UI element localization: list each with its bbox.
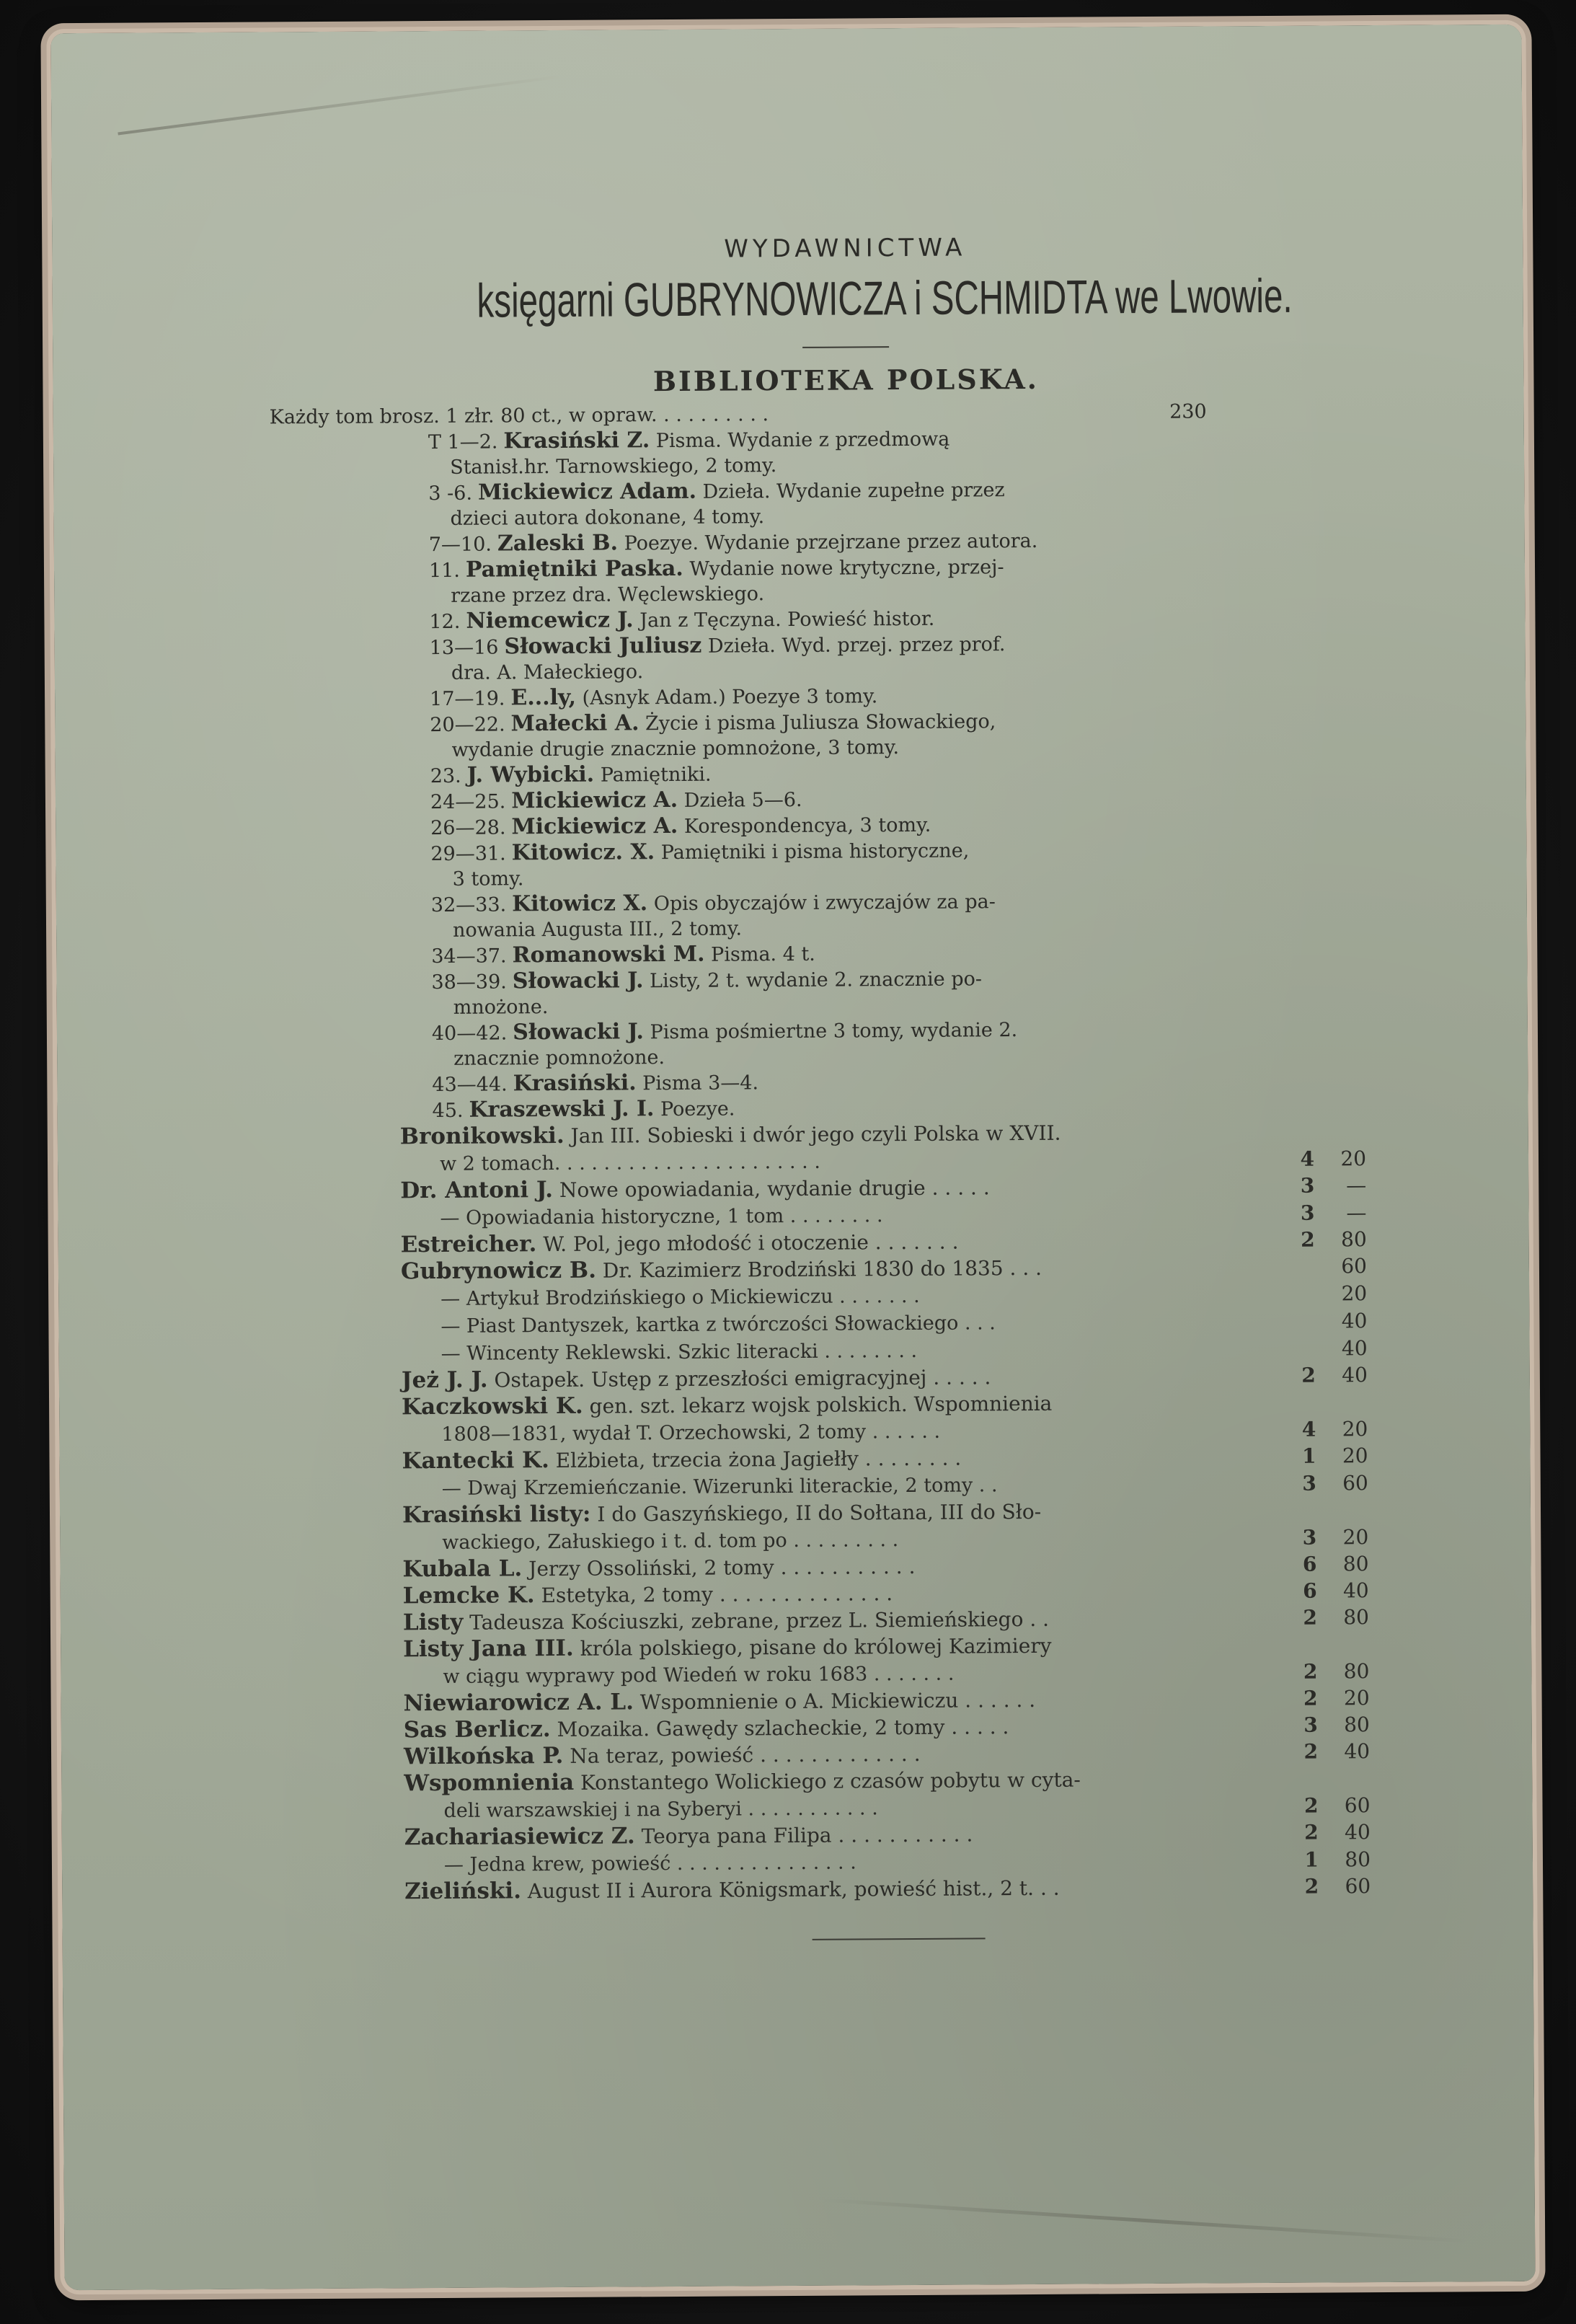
book-author: Kantecki K. <box>402 1447 549 1475</box>
volume-text: Poezye. <box>660 1097 735 1121</box>
book-title: Konstantego Wolickiego z czasów pobytu w cyta- <box>580 1767 1081 1795</box>
bottom-divider <box>813 1938 986 1940</box>
book-title: — Dwaj Krzemieńczanie. Wizerunki literackie, 2 tomy . . <box>441 1474 998 1500</box>
price-cents: 40 <box>1344 1739 1371 1764</box>
price-cents: 80 <box>1345 1847 1371 1872</box>
volume-continuation: rzane przez dra. Węclewskiego. <box>451 583 765 607</box>
price-zloty: 3 <box>1300 1173 1315 1198</box>
volume-item <box>428 475 1221 531</box>
book-list <box>400 1118 1371 1905</box>
volume-number: 34—37. <box>431 945 507 968</box>
price-zloty: 3 <box>1300 1201 1315 1225</box>
volume-text: Pisma 3—4. <box>642 1072 759 1095</box>
book-title: Jan III. Sobieski i dwór jego czyli Polska w XVII. <box>570 1121 1061 1148</box>
book-author: Lemcke K. <box>402 1582 535 1609</box>
volume-continuation: 3 tomy. <box>452 867 524 891</box>
book-title: 1808—1831, wydał T. Orzechowski, 2 tomy . . . . . . <box>441 1420 941 1446</box>
book-title: Elżbieta, trzecia żona Jagiełły . . . . . . . . <box>555 1446 962 1473</box>
volume-author: Krasiński. <box>513 1070 637 1097</box>
book-author: Wilkońska P. <box>403 1742 564 1770</box>
volume-continuation: znacznie pomnożone. <box>453 1046 665 1070</box>
book-author: Wspomnienia <box>404 1769 575 1797</box>
book-author: Niewiarowicz A. L. <box>403 1689 634 1717</box>
volume-number: 7—10. <box>428 533 492 557</box>
volume-author: Mickiewicz Adam. <box>477 478 697 505</box>
book-title: Estetyka, 2 tomy . . . . . . . . . . . . . . <box>541 1581 893 1608</box>
book-title: Ostapek. Ustęp z przeszłości emigracyjnej . . . . . <box>494 1365 991 1392</box>
book-author: Dr. Antoni J. <box>400 1177 554 1204</box>
volume-item <box>428 424 1221 480</box>
volume-number: 24—25. <box>430 790 506 814</box>
book-author: Zachariasiewicz Z. <box>404 1823 635 1851</box>
volume-author: Krasiński Z. <box>503 428 650 454</box>
book-author: Zieliński. <box>404 1878 522 1905</box>
volume-author: Niemcewicz J. <box>466 607 634 634</box>
book-author: Kubala L. <box>402 1555 523 1583</box>
volume-text: Pamiętniki. <box>600 763 712 787</box>
volume-number: 40—42. <box>431 1022 508 1046</box>
price-cents: — <box>1346 1201 1367 1225</box>
book-title: wackiego, Załuskiego i t. d. tom po . . . . . . . . . <box>442 1529 899 1554</box>
price-zloty: 6 <box>1302 1552 1317 1576</box>
paper-tear-bottom <box>822 2198 1469 2243</box>
price-zloty: 2 <box>1304 1874 1319 1899</box>
price-zloty: 2 <box>1301 1363 1316 1387</box>
volume-text: Wydanie nowe krytyczne, przej- <box>689 556 1004 580</box>
series-price-text: Każdy tom brosz. 1 złr. 80 ct., w opraw. . . . . . . . . . <box>269 403 769 429</box>
price-zloty: 1 <box>1304 1847 1319 1872</box>
volume-author: E...ly, <box>510 684 577 711</box>
volume-number: 11. <box>428 559 461 583</box>
title-divider <box>802 346 889 348</box>
book-title: — Opowiadania historyczne, 1 tom . . . . . . . . <box>440 1204 883 1229</box>
price-cents: 20 <box>1342 1417 1368 1441</box>
volume-continuation: dra. A. Małeckiego. <box>451 660 644 684</box>
book-author: Estreicher. <box>400 1231 537 1258</box>
price-zloty: 4 <box>1301 1417 1316 1441</box>
volume-text: Pisma. Wydanie z przedmową <box>655 428 950 453</box>
volume-number: 3 -6. <box>428 482 473 505</box>
price-zloty: 2 <box>1304 1820 1319 1844</box>
volume-number: 23. <box>430 764 461 788</box>
paper-tear-top <box>118 75 561 135</box>
series-title: BIBLIOTEKA POLSKA. <box>652 362 1040 398</box>
price-cents: 20 <box>1340 1146 1367 1171</box>
volume-text: Pisma pośmiertne 3 tomy, wydanie 2. <box>650 1019 1018 1044</box>
publisher-title: księgarni GUBRYNOWICZA i SCHMIDTA we Lwowie. <box>477 268 1293 327</box>
book-entry <box>404 1873 1371 1905</box>
volume-continuation: Stanisł.hr. Tarnowskiego, 2 tomy. <box>450 454 777 479</box>
volume-text: Dzieła. Wyd. przej. przez prof. <box>707 633 1006 658</box>
book-title: — Artykuł Brodzińskiego o Mickiewiczu . . . . . . . <box>441 1284 920 1310</box>
price-zloty: 2 <box>1303 1605 1318 1630</box>
price-zloty: 3 <box>1302 1525 1317 1550</box>
volume-author: J. Wybicki. <box>466 761 595 788</box>
volume-number: T 1—2. <box>428 430 498 454</box>
book-title: króla polskiego, pisane do królowej Kazimiery <box>580 1633 1052 1661</box>
price-cents: 80 <box>1343 1659 1370 1684</box>
book-author: Listy Jana III. <box>403 1635 574 1663</box>
volume-continuation: nowania Augusta III., 2 tomy. <box>452 917 743 942</box>
book-title: Mozaika. Gawędy szlacheckie, 2 tomy . . . . . <box>557 1715 1009 1742</box>
volume-text: Poezye. Wydanie przejrzane przez autora. <box>624 529 1038 555</box>
volume-number: 17—19. <box>430 687 505 711</box>
book-title: Wspomnienie o A. Mickiewiczu . . . . . . <box>639 1687 1036 1715</box>
price-zloty: 2 <box>1303 1659 1318 1684</box>
catalog-text <box>269 231 1371 1943</box>
price-zloty: 3 <box>1302 1471 1316 1495</box>
price-cents: 80 <box>1343 1605 1370 1630</box>
publications-label: WYDAWNICTWA <box>724 233 967 264</box>
price-zloty: 2 <box>1303 1793 1319 1818</box>
series-price-value: 230 <box>1169 400 1207 423</box>
price-cents: 20 <box>1341 1281 1368 1306</box>
price-zloty: 1 <box>1301 1444 1316 1468</box>
book-title: August II i Aurora Königsmark, powieść hist., 2 t. . . <box>527 1875 1060 1904</box>
volume-list <box>428 424 1226 1123</box>
book-author: Kaczkowski K. <box>401 1392 583 1421</box>
volume-text: (Asnyk Adam.) Poezye 3 tomy. <box>582 685 878 710</box>
price-zloty: 2 <box>1303 1686 1318 1710</box>
book-title: deli warszawskiej i na Syberyi . . . . . . . . . . . <box>443 1797 878 1822</box>
price-zloty: 4 <box>1300 1146 1315 1171</box>
price-cents: 60 <box>1341 1254 1368 1278</box>
price-cents: 20 <box>1343 1686 1370 1710</box>
book-author: Krasiński listy: <box>402 1501 591 1529</box>
price-cents: 60 <box>1344 1793 1371 1818</box>
volume-text: Dzieła 5—6. <box>683 788 802 812</box>
price-cents: 40 <box>1342 1363 1368 1387</box>
price-cents: — <box>1346 1173 1367 1198</box>
volume-author: Kitowicz X. <box>512 891 648 917</box>
volume-text: Opis obyczajów i zwyczajów za pa- <box>653 891 996 916</box>
volume-number: 32—33. <box>430 893 507 917</box>
price-cents: 40 <box>1342 1578 1369 1603</box>
volume-continuation: dzieci autora dokonane, 4 tomy. <box>450 505 765 530</box>
volume-author: Zaleski B. <box>497 530 619 557</box>
volume-number: 20—22. <box>430 713 505 737</box>
volume-item <box>429 552 1222 609</box>
price-cents: 80 <box>1340 1227 1367 1252</box>
price-cents: 20 <box>1342 1444 1368 1468</box>
book-title: Dr. Kazimierz Brodziński 1830 do 1835 . . . <box>602 1255 1042 1283</box>
volume-text: Życie i pisma Juliusza Słowackiego, <box>645 710 996 735</box>
volume-text: Jan z Tęczyna. Powieść histor. <box>639 607 935 632</box>
volume-number: 43—44. <box>432 1073 508 1097</box>
volume-number: 13—16 <box>429 636 499 660</box>
book-author: Sas Berlicz. <box>403 1716 551 1744</box>
book-title: — Piast Dantyszek, kartka z twórczości Słowackiego . . . <box>441 1312 996 1338</box>
volume-item <box>431 887 1224 943</box>
book-title: w 2 tomach. . . . . . . . . . . . . . . . . . . . . . <box>439 1150 820 1175</box>
volume-number: 12. <box>429 610 461 634</box>
book-title: Jerzy Ossoliński, 2 tomy . . . . . . . . . . . <box>528 1554 916 1581</box>
volume-author: Pamiętniki Paska. <box>465 555 683 583</box>
price-zloty: 6 <box>1303 1578 1317 1603</box>
book-title: Tadeusza Kościuszki, zebrane, przez L. Siemieńskiego . . <box>469 1607 1050 1635</box>
book-title: — Wincenty Reklewski. Szkic literacki . . . . . . . . <box>441 1339 918 1365</box>
price-cents: 60 <box>1345 1874 1371 1899</box>
volume-number: 26—28. <box>430 816 506 840</box>
volume-continuation: wydanie drugie znacznie pomnożone, 3 tomy. <box>451 736 900 761</box>
book-title: — Jedna krew, powieść . . . . . . . . . . . . . . . <box>443 1851 856 1876</box>
volume-item <box>432 1015 1225 1072</box>
book-title: gen. szt. lekarz wojsk polskich. Wspomnienia <box>589 1391 1053 1418</box>
book-title-line <box>404 1873 1290 1906</box>
volume-author: Kraszewski J. I. <box>469 1096 655 1123</box>
volume-text: Listy, 2 t. wydanie 2. znacznie po- <box>649 968 983 993</box>
volume-continuation: mnożone. <box>453 996 549 1019</box>
book-title: Teorya pana Filipa . . . . . . . . . . . <box>641 1822 973 1849</box>
book-title: Nowe opowiadania, wydanie drugie . . . . . <box>559 1175 990 1202</box>
price-cents: 40 <box>1341 1309 1368 1333</box>
volume-item <box>430 707 1223 763</box>
volume-item <box>431 964 1224 1020</box>
book-title: w ciągu wyprawy pod Wiedeń w roku 1683 . . . . . . . <box>443 1662 955 1688</box>
price-cents: 20 <box>1342 1525 1369 1550</box>
volume-author: Słowacki Juliusz <box>504 632 702 660</box>
book-author: Listy <box>402 1609 464 1636</box>
volume-number: 29—31. <box>430 842 506 866</box>
volume-number: 45. <box>432 1099 464 1123</box>
price-zloty: 2 <box>1303 1739 1319 1764</box>
volume-text: Korespondencya, 3 tomy. <box>683 813 931 838</box>
volume-item <box>430 629 1223 686</box>
price-cents: 80 <box>1344 1713 1370 1737</box>
volume-number: 38—39. <box>431 971 507 994</box>
volume-author: Małecki A. <box>510 710 639 737</box>
volume-author: Kitowicz. X. <box>511 839 655 866</box>
volume-author: Mickiewicz A. <box>511 813 678 840</box>
volume-text: Pisma. 4 t. <box>711 942 815 966</box>
price-zloty: 3 <box>1303 1713 1318 1737</box>
book-title: Na teraz, powieść . . . . . . . . . . . . . <box>570 1741 921 1768</box>
volume-author: Mickiewicz A. <box>511 787 678 814</box>
volume-author: Romanowski M. <box>512 941 705 968</box>
volume-text: Dzieła. Wydanie zupełne przez <box>702 479 1005 503</box>
book-author: Gubrynowicz B. <box>400 1257 597 1285</box>
volume-text: Pamiętniki i pisma historyczne, <box>660 839 970 865</box>
book-back-cover <box>50 25 1535 2290</box>
volume-author: Słowacki J. <box>512 968 644 994</box>
book-title: I do Gaszyńskiego, II do Sołtana, III do Sło- <box>597 1499 1042 1526</box>
volume-item <box>430 836 1223 892</box>
price-cents: 40 <box>1341 1336 1368 1361</box>
volume-author: Słowacki J. <box>513 1019 645 1046</box>
price-zloty: 2 <box>1301 1227 1315 1252</box>
book-author: Jeż J. J. <box>401 1366 488 1394</box>
book-author: Bronikowski. <box>399 1122 565 1150</box>
book-title: W. Pol, jego młodość i otoczenie . . . . . . . <box>543 1229 959 1257</box>
price-cents: 60 <box>1342 1471 1368 1495</box>
price-cents: 40 <box>1344 1820 1371 1844</box>
price-cents: 80 <box>1342 1552 1369 1576</box>
